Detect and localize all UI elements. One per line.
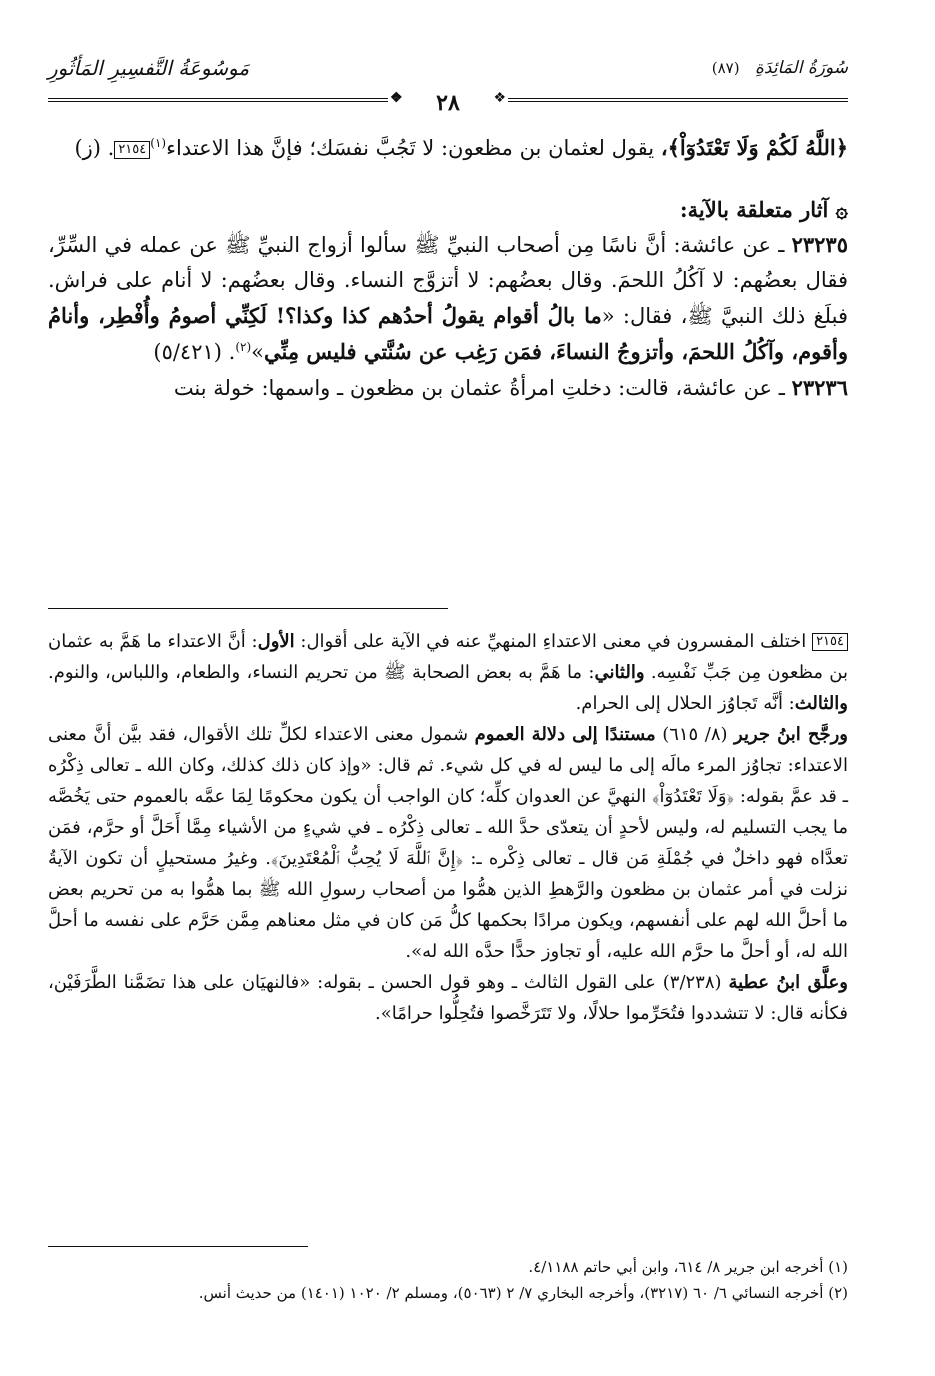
page-header [48, 52, 848, 116]
footnote-mark[interactable]: (٢) [235, 340, 252, 354]
note-paragraph: ٢١٥٤ اختلف المفسرون في معنى الاعتداءِ المنهيِّ عنه في الآية على أقوال: الأول: أنَّ الاعتداء ما هَمَّ به عثمان بن مظعون مِن جَبِّ نَفْسِه. والثاني: ما هَمَّ به بعض الصحابة ﷺ من تحريم النساء، والطعام، واللباس، والنوم. والثالث: أنَّه تَجاوُز الحلال إلى الحرام. [48, 631, 848, 714]
note-paragraph: ورجَّح ابنُ جرير (٨/ ٦١٥) مستندًا إلى دلالة العموم شمول معنى الاعتداء لكلِّ تلك الأقوال، فقد بيَّن أنَّ معنى الاعتداء: تجاوُز المرء مالَه إلى ما ليس له في كل شيء. ثم قال: «وإذ كان ذلك كذلك، وكان الله ـ تعالى ذِكْرُه ـ قد عمَّ بقوله: ﴿وَلَا تَعْتَدُوٓاْ﴾ النهيَّ عن العدوان كلِّه؛ كان الواجب أن يكون محكومًا لِمَا عمَّه بالعموم حتى يَخُصَّه ما يجب التسليم له، وليس لأحدٍ أن يتعدّى حدَّ الله ـ تعالى ذِكْرُه ـ في شيءٍ من الأشياء مِمَّا أَحَلَّ أو حرَّم، فمَن تعدَّاه فهو داخلٌ في جُمْلَةِ مَن قال ـ تعالى ذِكْره ـ: ﴿إِنَّ ٱللَّهَ لَا يُحِبُّ ٱلْمُعْتَدِينَ﴾. وغيرُ مستحيلٍ أن تكون الآيةُ نزلت في أمر عثمان بن مظعون والرَّهطِ الذين همُّوا من أصحاب رسولِ الله ﷺ بما همُّوا به من تحريم بعض ما أحلَّ الله لهم على أنفسهم، ويكون مرادًا بحكمها كلُّ مَن كان في مثل معناهم مِمَّن حَرَّم على نفسه ما أحلَّ الله له، أو أحلَّ ما حرَّم الله عليه، أو تجاوز حدًّا حدَّه الله له». [48, 724, 848, 962]
footnote-item: (١) أخرجه ابن جرير ٨/ ٦١٤، وابن أبي حاتم ٤/١١٨٨. [528, 1258, 848, 1276]
note-paragraph: وعلَّق ابنُ عطية (٣/٢٣٨) على القول الثالث ـ وهو قول الحسن ـ بقوله: «فالنهيَان على هذا تضَمَّنا الطَّرَفَيْن، فكأنه قال: لا تتشددوا فتُحَرِّموا حلالًا، ولا تَتَرَخَّصوا فتُحِلُّوا حرامًا». [48, 972, 848, 1024]
sura-name: سُورَةُ المَائِدَةِ [754, 58, 848, 78]
footnote-mark[interactable]: (١) [150, 136, 167, 150]
hadith-paragraph: ٢٣٢٣٥ ـ عن عائشة: أنَّ ناسًا مِن أصحاب النبيِّ ﷺ سألوا أزواج النبيِّ ﷺ عن عمله في السِّرِّ، فقال بعضُهم: لا آكُلُ اللحمَ. وقال بعضُهم: لا أتزوَّج النساء. وقال بعضُهم: لا أنام على فراش. فبلَغ ذلك النبيَّ ﷺ، فقال: «ما بالُ أقوام يقولُ أحدُهم كذا وكذا؟! لَكِنِّي أصومُ وأُفْطِر، وأنامُ وأقوم، وآكُلُ اللحمَ، وأتزوجُ النساءَ، فمَن رَغِب عن سُنَّتي فليس مِنِّي»$^{(٢)}$. (٥/٤٢١) [48, 232, 848, 364]
section-heading: ۞ آثار متعلقة بالآية: [679, 197, 848, 222]
footnotes [48, 1254, 848, 1306]
footnote-separator [48, 1246, 308, 1247]
book-page [48, 52, 848, 1352]
commentary-ref-box[interactable]: ٢١٥٤ [114, 141, 150, 159]
verse-ref: (٨٧) [711, 59, 740, 77]
book-title: مَوسُوعَةُ التَّفسِيرِ المَأثُورِ [48, 56, 250, 80]
footnote-item: (٢) أخرجه النسائي ٦/ ٦٠ (٣٢١٧)، وأخرجه البخاري ٧/ ٢ (٥٠٦٣)، ومسلم ٢/ ١٠٢٠ (١٤٠١) من حديث أنس. [198, 1284, 848, 1302]
quran-quote: ﴿اللَّهُ لَكُمْ وَلَا تَعْتَدُوٓاْ﴾، [660, 135, 848, 160]
ornament-icon: ❖ [493, 90, 506, 106]
header-rule-left [48, 98, 388, 102]
intro-paragraph: ﴿اللَّهُ لَكُمْ وَلَا تَعْتَدُوٓاْ﴾، يقول لعثمان بن مظعون: لا تَجُبَّ نفسَك؛ فإنَّ هذا الاعتداء$^{(١)}$٢١٥٤. (ز) [74, 135, 848, 160]
header-rule-right [508, 98, 848, 102]
hadith-paragraph: ٢٣٢٣٦ ـ عن عائشة، قالت: دخلتِ امرأةُ عثمان بن مظعون ـ واسمها: خولة بنت [173, 375, 848, 400]
hadith-quote: ما بالُ أقوام يقولُ أحدُهم كذا وكذا؟! لَكِنِّي أصومُ وأُفْطِر، وأنامُ وأقوم، وآكُلُ اللحمَ، وأتزوجُ النساءَ، فمَن رَغِب عن سُنَّتي فليس مِنِّي [48, 303, 848, 364]
hadith-number: ٢٣٢٣٥ [791, 232, 848, 257]
ornament-icon: ❖ [390, 90, 403, 106]
commentary-notes [48, 626, 848, 1029]
hadith-number: ٢٣٢٣٦ [791, 375, 848, 400]
main-text [48, 130, 848, 406]
commentary-ref-box: ٢١٥٤ [812, 633, 848, 651]
page-number: ٢٨ [436, 90, 460, 116]
sura-title [712, 58, 848, 78]
separator-line [48, 608, 448, 609]
